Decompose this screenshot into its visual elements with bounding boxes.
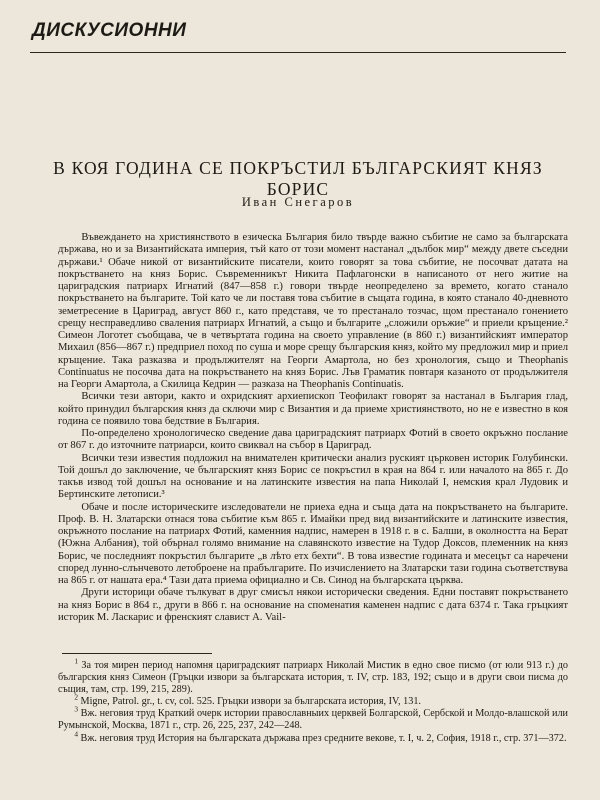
header-rule <box>30 52 566 53</box>
author-name: Иван Снегаров <box>241 195 355 209</box>
footnote-mark: 2 <box>74 692 78 702</box>
section-heading: ДИСКУСИОННИ <box>32 20 187 41</box>
footnote <box>58 704 569 732</box>
footnote-mark: 1 <box>74 656 78 666</box>
footnote-text: Migne, Patrol. gr., t. cv, col. 525. Гръцки извори за българската история, IV, 131. <box>80 696 421 708</box>
body-paragraph: Обаче и после историческите изследователи не приеха една и съща дата на покръстването на българите. Проф. В. Н. Златарски отнася това събитие към 865 г. Имайки пред вид византийските и латинските известия, окръжното послание на патриарх Фотий, каменния надпис, намерен в 1918 г. в с. Балши, в околността на Берат (Южна Албания), той обърнал голямо внимание на славянското известие на Тудор Доксов, племенник на княз Борис, че последният покръстил българите „в лѣто етх бехти“. В това известие годината и месецът са наречени според лунно-слънчевото летоброене на прабългарите. По изчислението на Златарски тази година съответствува на 865 г. от нашата ера.⁴ Тази дата приема официално и Св. Синод на българската църква. <box>58 501 568 586</box>
article-body <box>58 232 568 624</box>
footnote-mark: 4 <box>74 729 78 739</box>
body-paragraph: Въвеждането на християнството в езическа България било твърде важно събитие не само за българската държава, но и за Византийската империя, тъй като от този момент настанал „дълбок мир“ между двете съседни държави.¹ Обаче никой от византийските писатели, които говорят за това събитие, не посочват датата на покръстването на княз Борис. Съвременникът Никита Пафлагонски в написаното от него житие на цариградския патриарх Игнатий (847—858 г.) говори твърде неопределено за времето, когато станало покръстването на българите. Той като че ли поставя това събитие в същата година, в която станало 40-дневното земетресение в Цариград, август 860 г., като представя, че то престанало тозчас, щом престанало гонението срещу несправедливо сваления патриарх Игнатий, а също и българите „сложили оръжие“ и приели кръщение.² Симеон Логотет съобщава, че в четвъртата година на своето управление (в 860 г.) византийският император Михаил (856—867 г.) предприел поход по суша и море срещу българския княз, който му предложил мир и приел кръщение. Така разказва и продължителят на Георги Амартола, но без хронология, също и Theophanis Continuatus не посочва дата на покръстването на княз Борис. Лъв Граматик повтаря казаното от продължителя на Георги Амартола, а Скилица Кедрин — разказа на Theophanis Continuatis. <box>58 232 568 390</box>
body-paragraph: Всички тези автори, както и охридският архиепископ Теофилакт говорят за настанал в България глад, който принудил българския княз да сключи мир с Византия и да приеме християнството, но не е известно в коя година се появило това бедствие в България. <box>58 391 568 427</box>
body-paragraph: По-определено хронологическо сведение дава цариградският патриарх Фотий в своето окръжно послание от 867 г. до източните патриарси, които свиквал на събор в Цариград. <box>58 428 568 452</box>
footnote <box>58 692 568 708</box>
footnote-rule <box>62 653 212 654</box>
footnote-text: Вж. неговия труд История на българската държава през средните векове, т. I, ч. 2, София, 1918 г., стр. 371—372. <box>80 732 567 744</box>
article-title: В КОЯ ГОДИНА СЕ ПОКРЪСТИЛ БЪЛГАРСКИЯТ КНЯЗ БОРИС <box>53 158 543 199</box>
footnote <box>58 729 568 745</box>
footnote-text: За тоя мирен период напомня цариградският патриарх Николай Мистик в едно свое писмо (от юли 913 г.) до българския княз Симеон (Гръцки извори за българската история, т. IV, стр. 183, 192; също и в други свои писма до същия, там, стр. 199, 215, 289). <box>58 660 568 696</box>
footnote-mark: 3 <box>74 704 78 714</box>
footnotes <box>58 656 569 745</box>
body-paragraph: Други историци обаче тълкуват в друг смисъл някои исторически сведения. Едни поставят покръстването на княз Борис в 864 г., други в 866 г. на основание на споменатия каменен надпис с дата 6374 г. Така гръцкият историк М. Ласкарис и френският славист А. Vail- <box>58 587 568 623</box>
footnote <box>58 656 568 696</box>
body-paragraph: Всички тези известия подложил на внимателен критически анализ руският църковен историк Голубински. Той дошъл до заключение, че българският княз Борис се покръстил в края на 864 г. или началото на 865 г. До такъв извод той дошъл на основание и на латинските известия на папа Николай I, немския крал Лудовик и Бертинските летописи.³ <box>58 452 568 501</box>
footnote-text: Вж. неговия труд Краткий очерк истории православныих церквей Болгарской, Сербской и Молдо-влашской или Румынской, Москва, 1871 г., стр. 26, 225, 237, 242—248. <box>58 708 569 732</box>
